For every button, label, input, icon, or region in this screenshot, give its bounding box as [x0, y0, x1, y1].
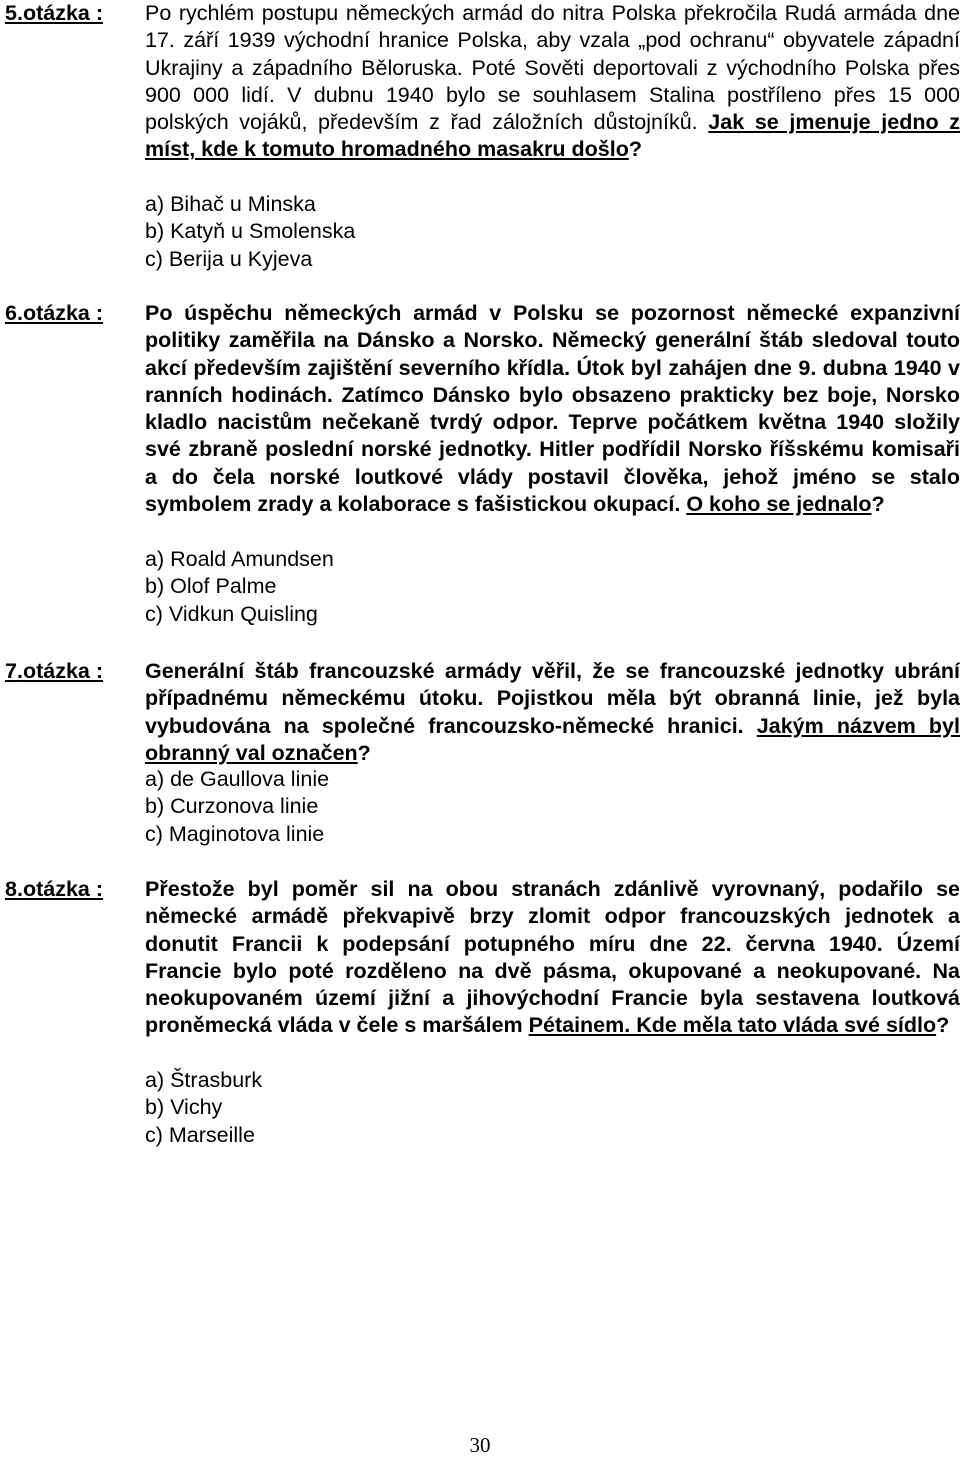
question-word: otázka :	[22, 877, 103, 901]
answer-option: c) Vidkun Quisling	[145, 601, 318, 626]
question-text	[145, 658, 960, 767]
question-text-underlined: O koho se jednalo	[686, 492, 872, 517]
question-number: 8.	[5, 877, 23, 901]
question-number: 5.	[5, 1, 23, 25]
question-label	[5, 300, 103, 327]
question-word: otázka :	[22, 659, 103, 683]
question-text-part: Po rychlém postupu německých armád do nitra Polska překročila Rudá armáda dne 17. září 1939 východní hranice Polska, aby vzala „pod ochranu“ obyvatele západní Ukrajiny a západního Běloruska. Poté Sověti deportovali z východního Polska přes 900 000 lidí. V dubnu 1940 bylo se souhlasem Stalina postříleno přes 15 000 polských vojáků, především z řad záložních důstojníků.	[145, 1, 960, 135]
page-number: 30	[469, 1433, 491, 1457]
answer-option: a) Roald Amundsen	[145, 547, 334, 571]
question-text-underlined: Pétainem. Kde měla tato vláda své sídlo	[528, 1013, 937, 1038]
answer-option: c) Maginotova linie	[145, 821, 325, 846]
answer-options	[145, 546, 334, 628]
question-label	[5, 658, 103, 685]
question-text	[145, 0, 960, 164]
question-number: 6.	[5, 301, 23, 325]
answer-option: a) Štrasburk	[145, 1068, 263, 1092]
answer-options	[145, 1067, 262, 1149]
question-text-underlined: Jak se jmenuje jedno z míst, kde k tomuto hromadného masakru došlo	[145, 110, 960, 162]
answer-option: c) Berija u Kyjeva	[145, 246, 313, 271]
question-text-underlined: Jakým názvem byl obranný val označen	[145, 713, 960, 765]
question-word: otázka :	[22, 301, 103, 325]
question-text-part: Generální štáb francouzské armády věřil, že se francouzské jednotky ubrání případnému německému útoku. Pojistkou měla být obranná linie, jež byla vybudována na společné francouzsko-německé hranici.	[145, 659, 960, 738]
question-word: otázka :	[22, 1, 103, 25]
answer-option: c) Marseille	[145, 1122, 255, 1147]
question-label	[5, 876, 103, 903]
question-text	[145, 300, 960, 518]
question-label	[5, 0, 103, 27]
answer-option: b) Katyň u Smolenska	[145, 219, 356, 244]
answer-option: b) Olof Palme	[145, 574, 277, 599]
answer-options	[145, 191, 355, 273]
question-text-part: Přestože byl poměr sil na obou stranách zdánlivě vyrovnaný, podařilo se německé armádě překvapivě brzy zlomit odpor francouzských jednotek a donutit Francii k podepsání potupného míru dne 22. června 1940. Území Francie bylo poté rozděleno na dvě pásma, okupované a neokupované. Na neokupovaném území jižní a jihovýchodní Francie byla sestavena loutková proněmecká vláda v čele s maršálem	[145, 877, 960, 1038]
question-mark: ?	[871, 492, 885, 517]
answer-option: b) Vichy	[145, 1095, 223, 1120]
question-mark: ?	[628, 137, 642, 162]
question-number: 7.	[5, 659, 23, 683]
answer-option: a) Bihač u Minska	[145, 192, 316, 216]
answer-option: b) Curzonova linie	[145, 794, 319, 819]
answer-option: a) de Gaullova linie	[145, 767, 330, 791]
answer-options	[145, 766, 329, 848]
question-mark: ?	[357, 740, 371, 765]
question-text-part: Po úspěchu německých armád v Polsku se pozornost německé expanzivní politiky zaměřila na Dánsko a Norsko. Německý generální štáb sledoval touto akcí především zajištění severního křídla. Útok byl zahájen dne 9. dubna 1940 v ranních hodinách. Zatímco Dánsko bylo obsazeno prakticky bez boje, Norsko kladlo nacistům nečekaně tvrdý odpor. Teprve počátkem května 1940 složily své zbraně poslední norské jednotky. Hitler podřídil Norsko říšskému komisaři a do čela norské loutkové vlády postavil člověka, jehož jméno se stalo symbolem zrady a kolaborace s fašistickou okupací.	[145, 301, 960, 517]
question-mark: ?	[936, 1013, 950, 1038]
question-text	[145, 876, 960, 1040]
